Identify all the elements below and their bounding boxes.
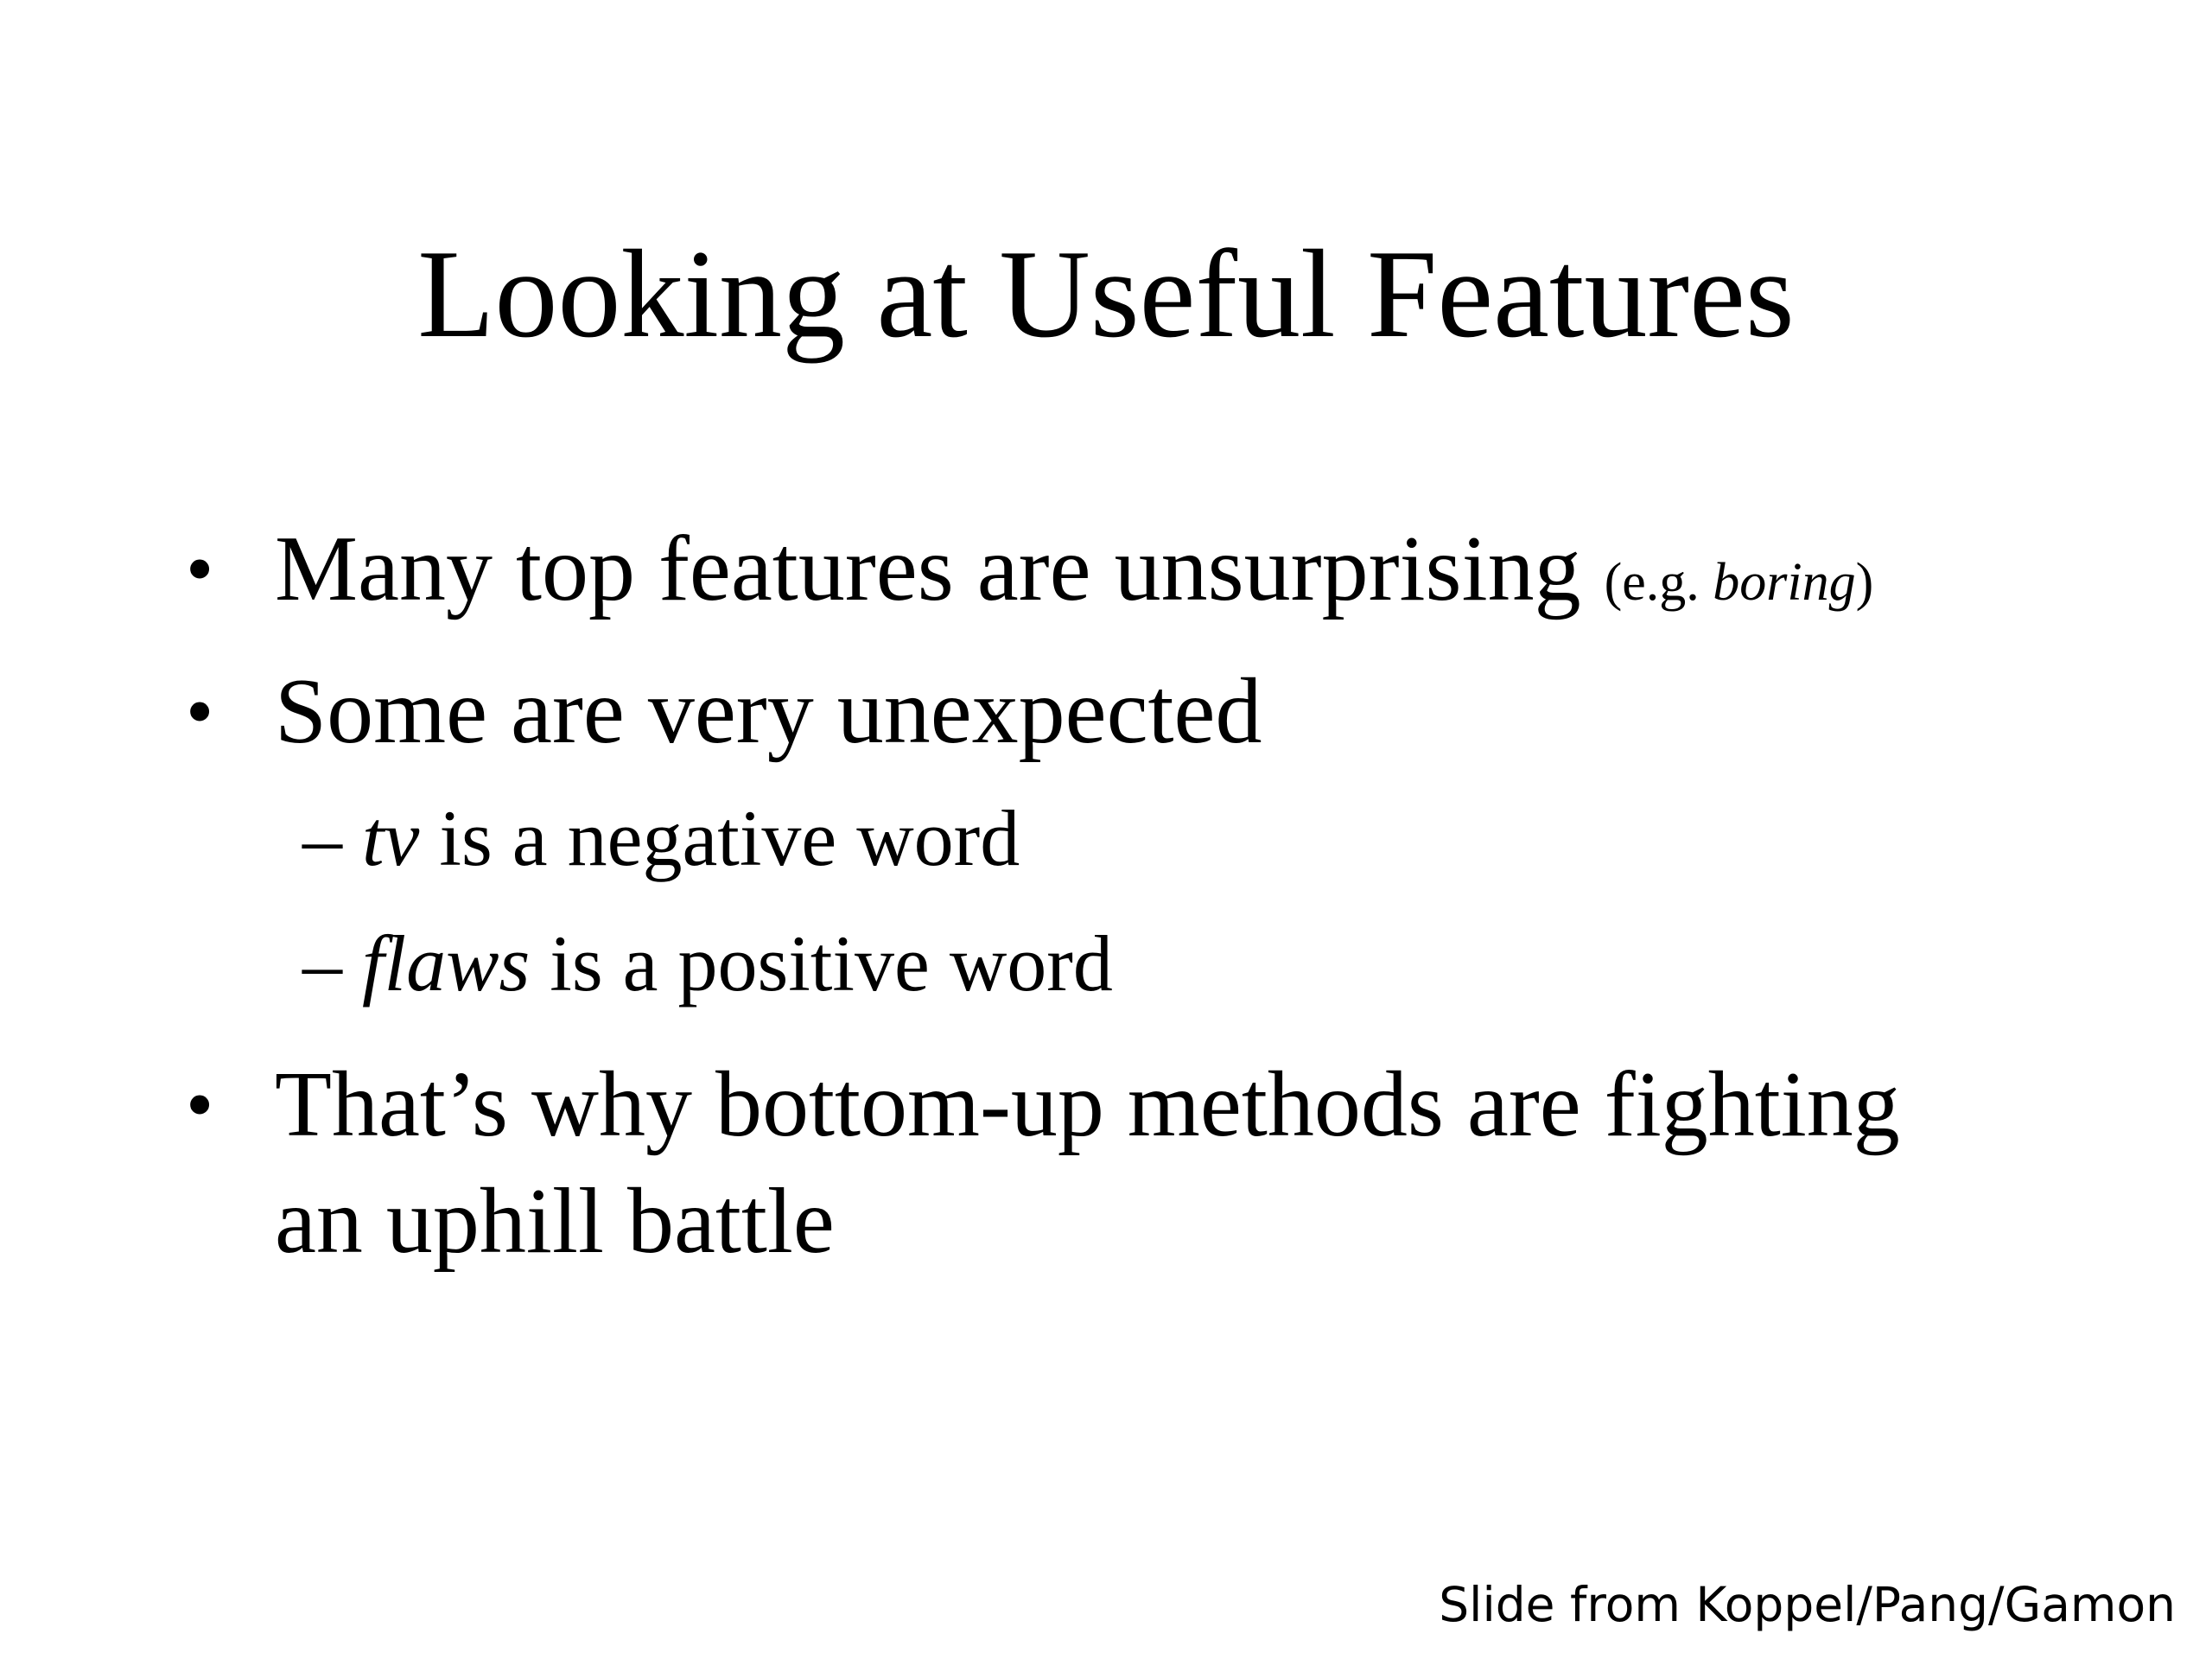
aside-close: ) [1855,553,1874,612]
bullet-icon: • [186,667,214,755]
sub-item-keyword: tv [362,794,420,882]
sub-item-keyword: flaws [362,919,531,1007]
bullet-text: Some are very unexpected [275,660,1262,763]
aside-example-word: boring [1713,553,1856,612]
bullet-text [275,510,1873,642]
dash-icon: – [302,919,342,1007]
dash-icon: – [302,794,342,882]
bullet-aside [1605,553,1874,612]
bullet-icon: • [186,1060,214,1148]
sub-item-text: is a negative word [419,794,1020,882]
sub-item-text: is a positive word [530,919,1113,1007]
bullet-main-text: Many top features are unsurprising [275,518,1581,620]
slide-title: Looking at Useful Features [417,224,1795,364]
bullet-text-line-1: That’s why bottom-up methods are fighting [275,1053,1900,1156]
slide-credit: Slide from Koppel/Pang/Gamon [1439,1577,2176,1632]
sub-item [302,912,1113,1015]
bullet-icon: • [186,524,214,613]
aside-open: (e.g. [1604,553,1713,612]
sub-item [302,786,1020,890]
bullet-text-line-2: an uphill battle [275,1170,835,1273]
